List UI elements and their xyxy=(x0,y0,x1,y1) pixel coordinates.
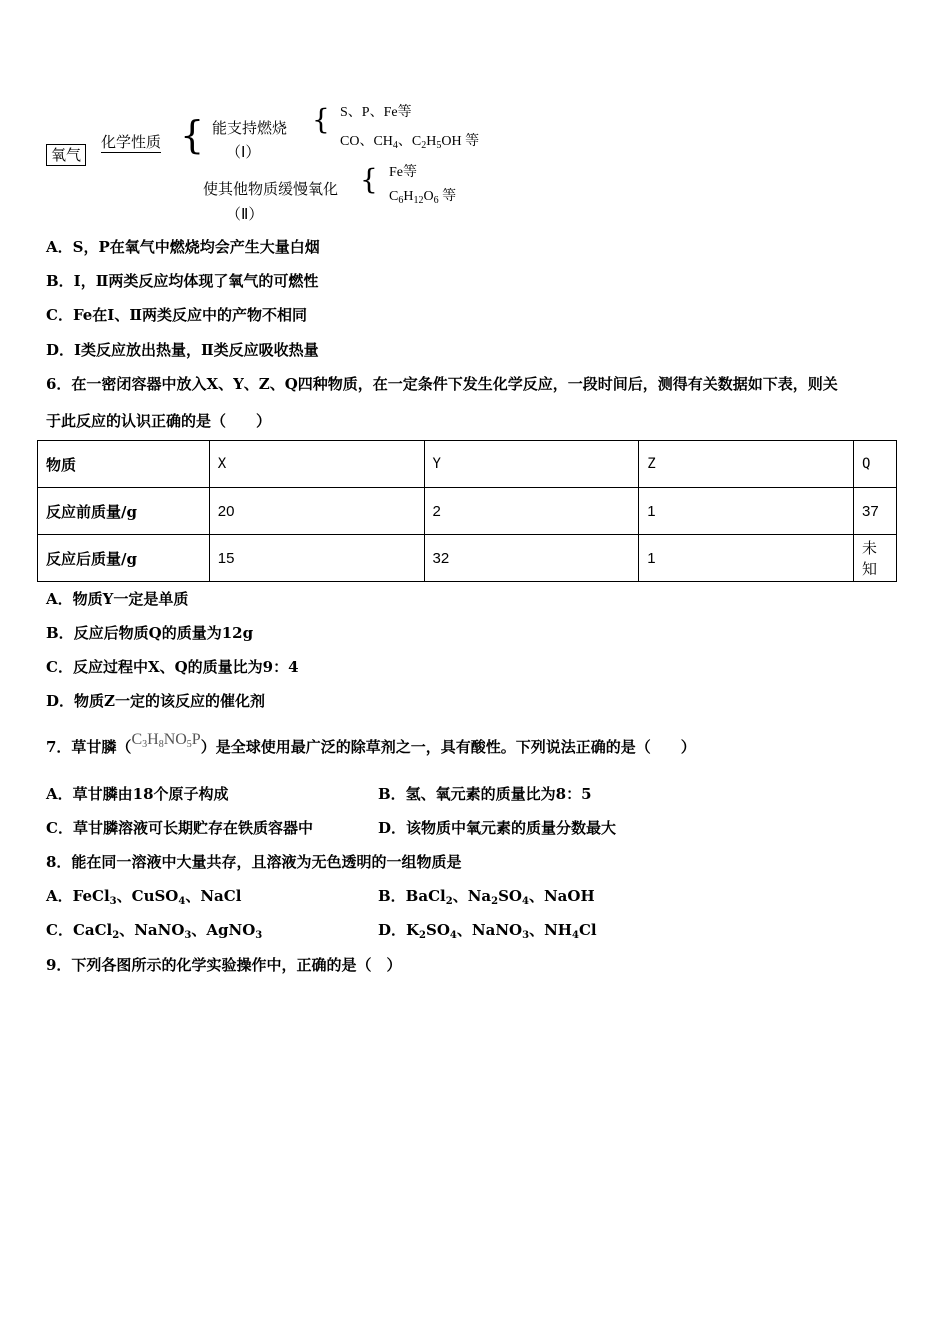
table-row xyxy=(38,488,897,535)
table-cell: Z xyxy=(639,441,854,488)
table-row xyxy=(38,535,897,582)
q8-option-b: B．BaCl$_2$、$Na_2SO_4$、NaOH xyxy=(378,887,595,907)
table-cell: 反应后质量/g xyxy=(38,535,210,582)
branch1-brace: { xyxy=(312,103,330,136)
q5-option-d: D．Ⅰ类反应放出热量，Ⅱ类反应吸收热量 xyxy=(46,341,319,359)
table-cell: 15 xyxy=(209,535,424,582)
table-cell: 2 xyxy=(424,488,639,535)
q8-stem: 8．能在同一溶液中大量共存，且溶液为无色透明的一组物质是 xyxy=(46,853,462,871)
q5-option-a: A．S，P在氧气中燃烧均会产生大量白烟 xyxy=(46,238,320,256)
q6-option-c: C．反应过程中X、Q的质量比为9：4 xyxy=(46,658,299,676)
main-brace: { xyxy=(180,113,205,157)
table-cell: 32 xyxy=(424,535,639,582)
q8-option-d: D．$K_2SO_4$、NaNO$_3$、$NH_4Cl$ xyxy=(378,921,597,941)
table-cell: 反应前质量/g xyxy=(38,488,210,535)
branch2-tag: （Ⅱ） xyxy=(226,205,264,223)
q5-option-c: C．Fe在Ⅰ、Ⅱ两类反应中的产物不相同 xyxy=(46,306,307,324)
q8-option-a: A．FeCl$_3$、CuSO$_4$、NaCl xyxy=(46,887,242,907)
branch1-item-2: CO、$CH_4$、$C_2H_5OH$ 等 xyxy=(340,134,480,151)
q7-option-d: D．该物质中氧元素的质量分数最大 xyxy=(378,819,617,837)
q6-option-d: D．物质Z一定的该反应的催化剂 xyxy=(46,692,265,710)
q9-stem: 9．下列各图所示的化学实验操作中，正确的是（ ） xyxy=(46,956,402,974)
table-cell: Q xyxy=(854,441,897,488)
table-cell: 1 xyxy=(639,535,854,582)
table-cell: 20 xyxy=(209,488,424,535)
q6-option-a: A．物质Y一定是单质 xyxy=(46,590,189,608)
q7-option-a: A．草甘膦由18个原子构成 xyxy=(46,785,229,803)
table-header-row xyxy=(38,441,897,488)
q8-option-c: C．CaCl$_2$、NaNO$_3$、AgNO$_3$ xyxy=(46,921,263,941)
q7-option-b: B．氢、氧元素的质量比为8：5 xyxy=(378,785,592,803)
q7-stem xyxy=(46,731,696,758)
branch2-item-1: Fe等 xyxy=(389,165,417,180)
q7-option-c: C．草甘膦溶液可长期贮存在铁质容器中 xyxy=(46,819,313,837)
q6-stem-line2: 于此反应的认识正确的是（ ） xyxy=(46,412,272,430)
q6-stem-line1: 6．在一密闭容器中放入X、Y、Z、Q四种物质，在一定条件下发生化学反应，一段时间后，测得有关数据如下表，则关 xyxy=(46,375,838,393)
table-cell: 物质 xyxy=(38,441,210,488)
q6-option-b: B．反应后物质Q的质量为12g xyxy=(46,624,254,642)
q5-option-b: B．Ⅰ，Ⅱ两类反应均体现了氧气的可燃性 xyxy=(46,272,319,290)
table-cell: 未知 xyxy=(854,535,897,582)
q7-stem-pre: 7．草甘膦（ xyxy=(46,738,132,756)
branch2-label: 使其他物质缓慢氧化 xyxy=(203,180,339,198)
chem-property-label: 化学性质 xyxy=(101,133,162,151)
table-cell: Y xyxy=(424,441,639,488)
branch2-brace: { xyxy=(360,163,378,196)
table-cell: 37 xyxy=(854,488,897,535)
table-cell: X xyxy=(209,441,424,488)
q6-data-table xyxy=(37,440,897,582)
oxygen-box: 氧气 xyxy=(46,144,86,166)
branch2-item-2: $C_6H_{12}O_6$ 等 xyxy=(389,189,457,206)
branch1-label: 能支持燃烧 xyxy=(212,119,288,137)
q7-stem-post: ）是全球使用最广泛的除草剂之一，具有酸性。下列说法正确的是（ ） xyxy=(200,738,696,756)
table-cell: 1 xyxy=(639,488,854,535)
branch1-item-1: S、P、Fe等 xyxy=(340,105,412,120)
q7-formula: $C_3H_8NO_5P$ xyxy=(131,731,201,750)
branch1-tag: （Ⅰ） xyxy=(226,143,261,161)
